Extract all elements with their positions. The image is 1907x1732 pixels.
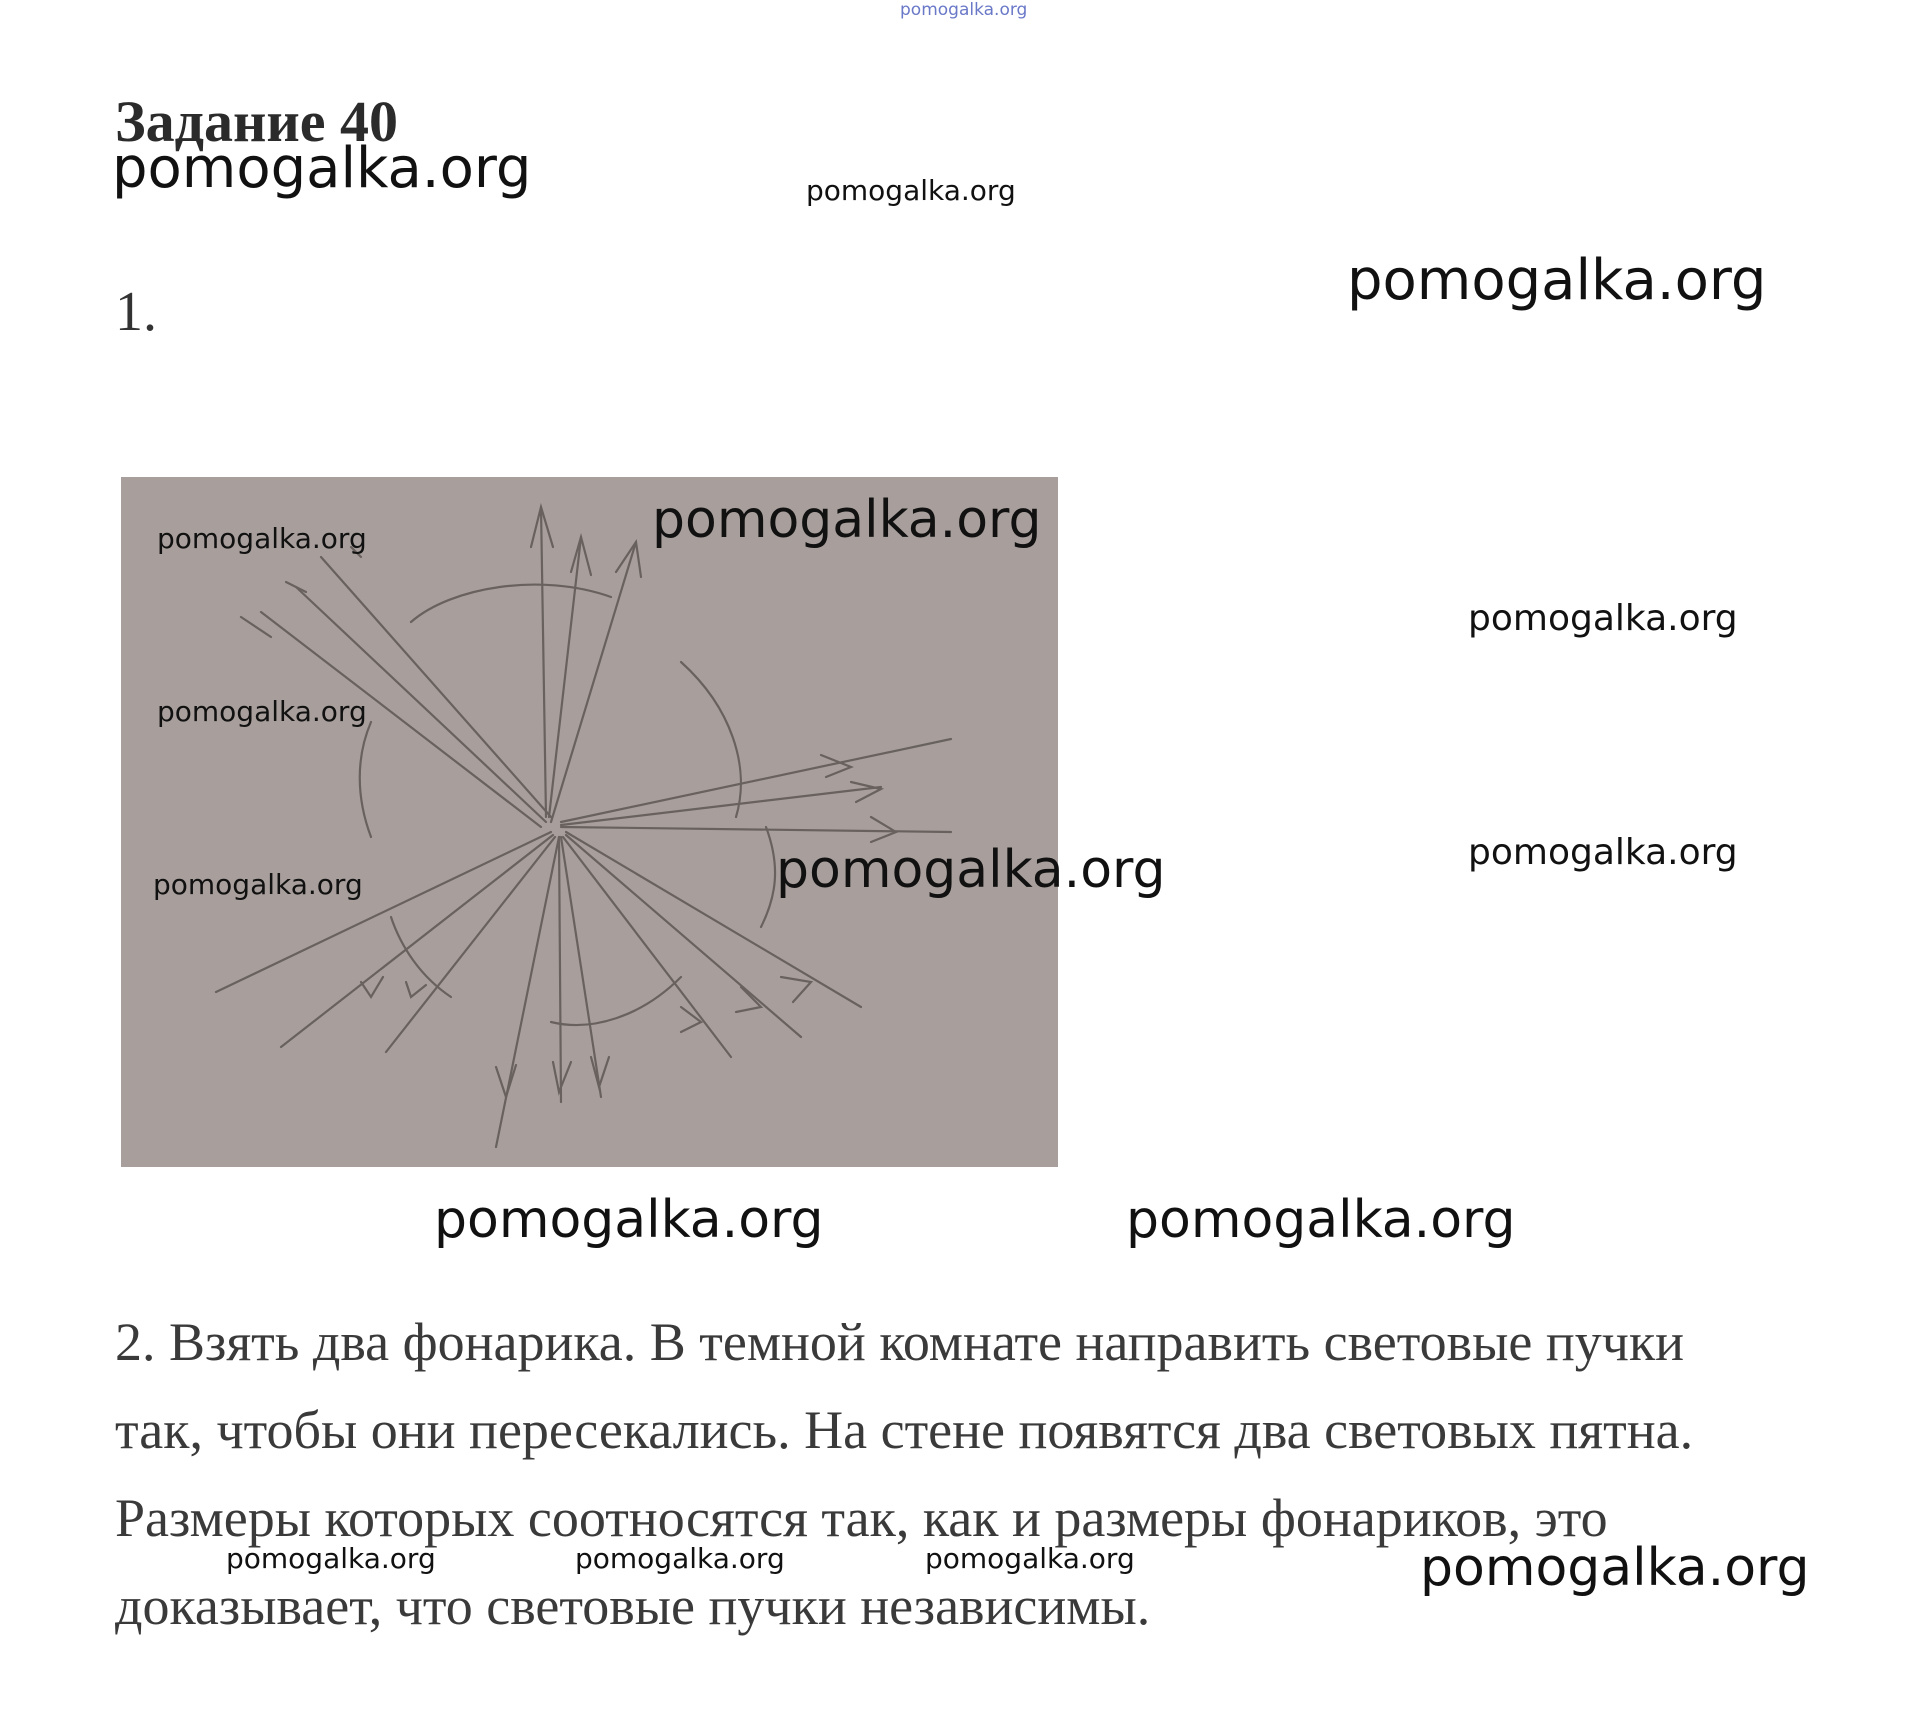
pencil-sketch (121, 477, 1058, 1167)
watermark: pomogalka.org (925, 1542, 1135, 1575)
watermark: pomogalka.org (112, 136, 532, 201)
ray (561, 787, 881, 825)
ray (566, 835, 801, 1037)
arrowhead (406, 982, 426, 997)
top-watermark: pomogalka.org (900, 0, 1028, 20)
tick (241, 617, 271, 637)
arrowhead (361, 977, 383, 997)
arrowhead (616, 542, 641, 577)
arc-right-lower (761, 827, 775, 927)
watermark: pomogalka.org (157, 522, 367, 555)
arc-left (360, 722, 371, 837)
ray (559, 837, 561, 1102)
paragraph-line: доказывает, что световые пучки независимы. (115, 1576, 1151, 1636)
watermark: pomogalka.org (652, 490, 1042, 550)
ray (561, 837, 601, 1097)
watermark: pomogalka.org (776, 840, 1166, 900)
arrowhead (553, 1062, 571, 1092)
watermark: pomogalka.org (1347, 248, 1767, 313)
watermark: pomogalka.org (1126, 1190, 1516, 1250)
paragraph-line: так, чтобы они пересекались. На стене появятся два световых пятна. (115, 1400, 1694, 1460)
arc-bottom-right (551, 977, 681, 1025)
ray (541, 507, 546, 817)
ray (561, 739, 951, 822)
ray (321, 557, 551, 817)
arrowhead (851, 782, 881, 802)
light-rays-drawing (121, 477, 1058, 1167)
arrowhead (781, 977, 811, 1002)
watermark: pomogalka.org (1420, 1538, 1810, 1598)
watermark: pomogalka.org (575, 1542, 785, 1575)
paragraph-line: Размеры которых соотносятся так, как и размеры фонариков, это (115, 1488, 1608, 1548)
arc-bottom-left (391, 917, 451, 997)
watermark: pomogalka.org (1468, 598, 1738, 639)
watermark: pomogalka.org (806, 174, 1016, 207)
arrowhead (591, 1057, 609, 1087)
watermark: pomogalka.org (1468, 832, 1738, 873)
item-1-label: 1. (115, 281, 157, 343)
watermark: pomogalka.org (153, 868, 363, 901)
arrowhead (681, 1007, 701, 1032)
arrowhead (496, 1065, 516, 1097)
task-title: Задание 40 (115, 89, 399, 154)
watermark: pomogalka.org (157, 695, 367, 728)
tick (286, 582, 306, 592)
watermark: pomogalka.org (226, 1542, 436, 1575)
arc-top (411, 585, 611, 622)
paragraph-line: 2. Взять два фонарика. В темной комнате направить световые пучки (115, 1312, 1685, 1372)
watermark: pomogalka.org (434, 1190, 824, 1250)
ray (496, 837, 559, 1147)
arrowhead (871, 817, 896, 842)
